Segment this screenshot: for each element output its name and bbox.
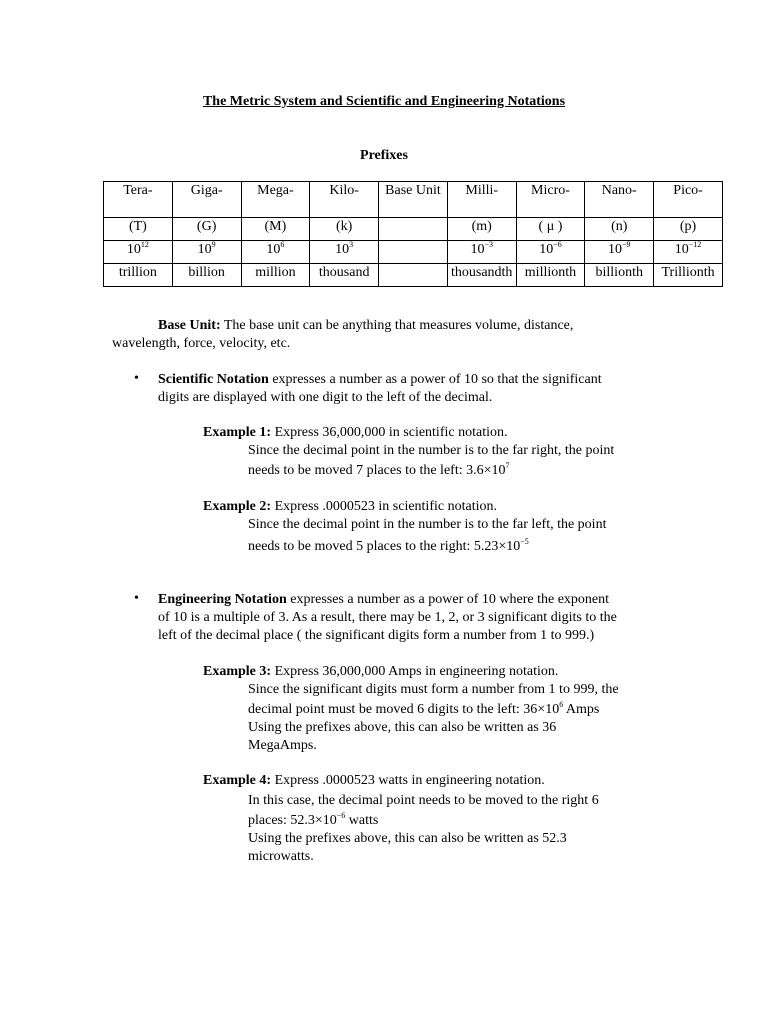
table-cell [241, 241, 310, 264]
engineering-text: expresses a number as a power of 10 where the exponent [286, 592, 610, 607]
example-3-line-4: Using the prefixes above, this can also be written as 36 [248, 720, 557, 735]
scientific-line-2: digits are displayed with one digit to the left of the decimal. [158, 390, 493, 405]
example-3-line-3 [248, 701, 599, 719]
table-cell: Kilo- [310, 182, 379, 218]
table-cell: billionth [585, 264, 654, 287]
table-cell: Base Unit [379, 182, 448, 218]
table-cell: Nano- [585, 182, 654, 218]
table-cell: thousand [310, 264, 379, 287]
engineering-line-2: of 10 is a multiple of 3. As a result, there may be 1, 2, or 3 significant digits to the [158, 610, 617, 625]
example-4-heading [203, 772, 545, 790]
example-2-exponent: −5 [520, 537, 529, 546]
power-exponent: 6 [280, 240, 285, 249]
table-cell: million [241, 264, 310, 287]
table-cell [654, 241, 723, 264]
example-2-line-2: Since the decimal point in the number is to the far left, the point [248, 517, 607, 532]
table-cell: Micro- [516, 182, 585, 218]
example-3-exponent: 6 [559, 700, 564, 709]
table-cell: billion [172, 264, 241, 287]
table-cell [379, 241, 448, 264]
power-base: 10 [126, 242, 141, 257]
example-4-line-2: In this case, the decimal point needs to be moved to the right 6 [248, 793, 599, 808]
example-3-text: Express 36,000,000 Amps in engineering notation. [271, 664, 559, 679]
example-1-line-3-text: needs to be moved 7 places to the left: [248, 463, 467, 478]
power-exponent: −6 [553, 240, 562, 249]
power-base: 10 [470, 242, 485, 257]
table-cell: Pico- [654, 182, 723, 218]
example-3-unit: Amps [563, 702, 600, 717]
table-cell: Mega- [241, 182, 310, 218]
power-base: 10 [266, 242, 281, 257]
table-cell: (n) [585, 218, 654, 241]
power-exponent: −3 [484, 240, 493, 249]
table-cell [310, 241, 379, 264]
table-row-powers [104, 241, 723, 264]
power-exponent: −9 [621, 240, 631, 249]
power-exponent: −12 [688, 240, 702, 249]
example-2-value: 5.23×10 [473, 539, 521, 554]
example-1-exponent: 7 [505, 461, 510, 470]
engineering-label: Engineering Notation [158, 592, 287, 607]
example-4-value: 52.3×10 [290, 813, 337, 828]
example-3-line-2: Since the significant digits must form a number from 1 to 999, the [248, 682, 619, 697]
example-3-line-5: MegaAmps. [248, 738, 317, 753]
document-title: The Metric System and Scientific and Engineering Notations [202, 94, 566, 109]
table-cell: trillion [104, 264, 173, 287]
example-3-heading [203, 663, 558, 681]
example-2-heading [203, 498, 497, 516]
example-4-line-5: microwatts. [248, 849, 314, 864]
table-cell [104, 241, 173, 264]
power-base: 10 [539, 242, 554, 257]
example-4-text: Express .0000523 watts in engineering notation. [271, 773, 545, 788]
power-base: 10 [674, 242, 689, 257]
table-cell: Milli- [447, 182, 516, 218]
table-cell: (k) [310, 218, 379, 241]
table-cell: millionth [516, 264, 585, 287]
example-1-text: Express 36,000,000 in scientific notation. [271, 425, 508, 440]
table-cell: Tera- [104, 182, 173, 218]
example-1-heading [203, 424, 507, 442]
power-base: 10 [335, 242, 350, 257]
table-cell: (G) [172, 218, 241, 241]
power-exponent: 12 [140, 240, 149, 249]
example-2-line-3-text: needs to be moved 5 places to the right: [248, 539, 474, 554]
scientific-text: expresses a number as a power of 10 so that the significant [268, 372, 602, 387]
table-row-symbols [104, 218, 723, 241]
table-cell [585, 241, 654, 264]
example-4-label: Example 4: [203, 773, 272, 788]
power-base: 10 [607, 242, 622, 257]
engineering-line-1 [158, 591, 609, 609]
table-cell: (m) [447, 218, 516, 241]
example-2-line-3 [248, 538, 529, 556]
example-4-line-3 [248, 812, 378, 830]
scientific-label: Scientific Notation [158, 372, 269, 387]
table-cell: (p) [654, 218, 723, 241]
prefixes-heading: Prefixes [360, 148, 408, 163]
example-1-line-2: Since the decimal point in the number is to the far right, the point [248, 443, 615, 458]
example-1-line-3 [248, 462, 510, 480]
base-unit-line-2: wavelength, force, velocity, etc. [112, 336, 291, 351]
example-4-line-4: Using the prefixes above, this can also be written as 52.3 [248, 831, 567, 846]
table-cell: ( μ ) [516, 218, 585, 241]
base-unit-label: Base Unit: [158, 318, 221, 333]
example-1-value: 3.6×10 [466, 463, 506, 478]
base-unit-text: The base unit can be anything that measures volume, distance, [220, 318, 574, 333]
example-4-exponent: −6 [336, 811, 346, 820]
table-cell [516, 241, 585, 264]
table-cell: Giga- [172, 182, 241, 218]
example-1-label: Example 1: [203, 425, 272, 440]
power-exponent: 3 [349, 240, 354, 249]
power-exponent: 9 [211, 240, 216, 249]
base-unit-line-1 [158, 317, 573, 335]
table-cell [447, 241, 516, 264]
table-cell [172, 241, 241, 264]
example-4-unit: watts [345, 813, 379, 828]
bullet-engineering: • [134, 591, 139, 606]
prefix-table [103, 181, 723, 287]
scientific-line-1 [158, 371, 602, 389]
example-2-label: Example 2: [203, 499, 272, 514]
example-3-value: 36×10 [523, 702, 560, 717]
table-cell: Trillionth [654, 264, 723, 287]
bullet-scientific: • [134, 371, 139, 386]
example-3-line-3-text: decimal point must be moved 6 digits to the left: [248, 702, 524, 717]
power-base: 10 [197, 242, 212, 257]
table-cell [379, 264, 448, 287]
table-row-words [104, 264, 723, 287]
example-2-text: Express .0000523 in scientific notation. [271, 499, 497, 514]
example-4-line-3-text: places: [248, 813, 291, 828]
table-cell: (T) [104, 218, 173, 241]
table-cell [379, 218, 448, 241]
engineering-line-3: left of the decimal place ( the significant digits form a number from 1 to 999.) [158, 628, 595, 643]
table-cell: (M) [241, 218, 310, 241]
table-row-names [104, 182, 723, 218]
table-cell: thousandth [447, 264, 516, 287]
example-3-label: Example 3: [203, 664, 272, 679]
